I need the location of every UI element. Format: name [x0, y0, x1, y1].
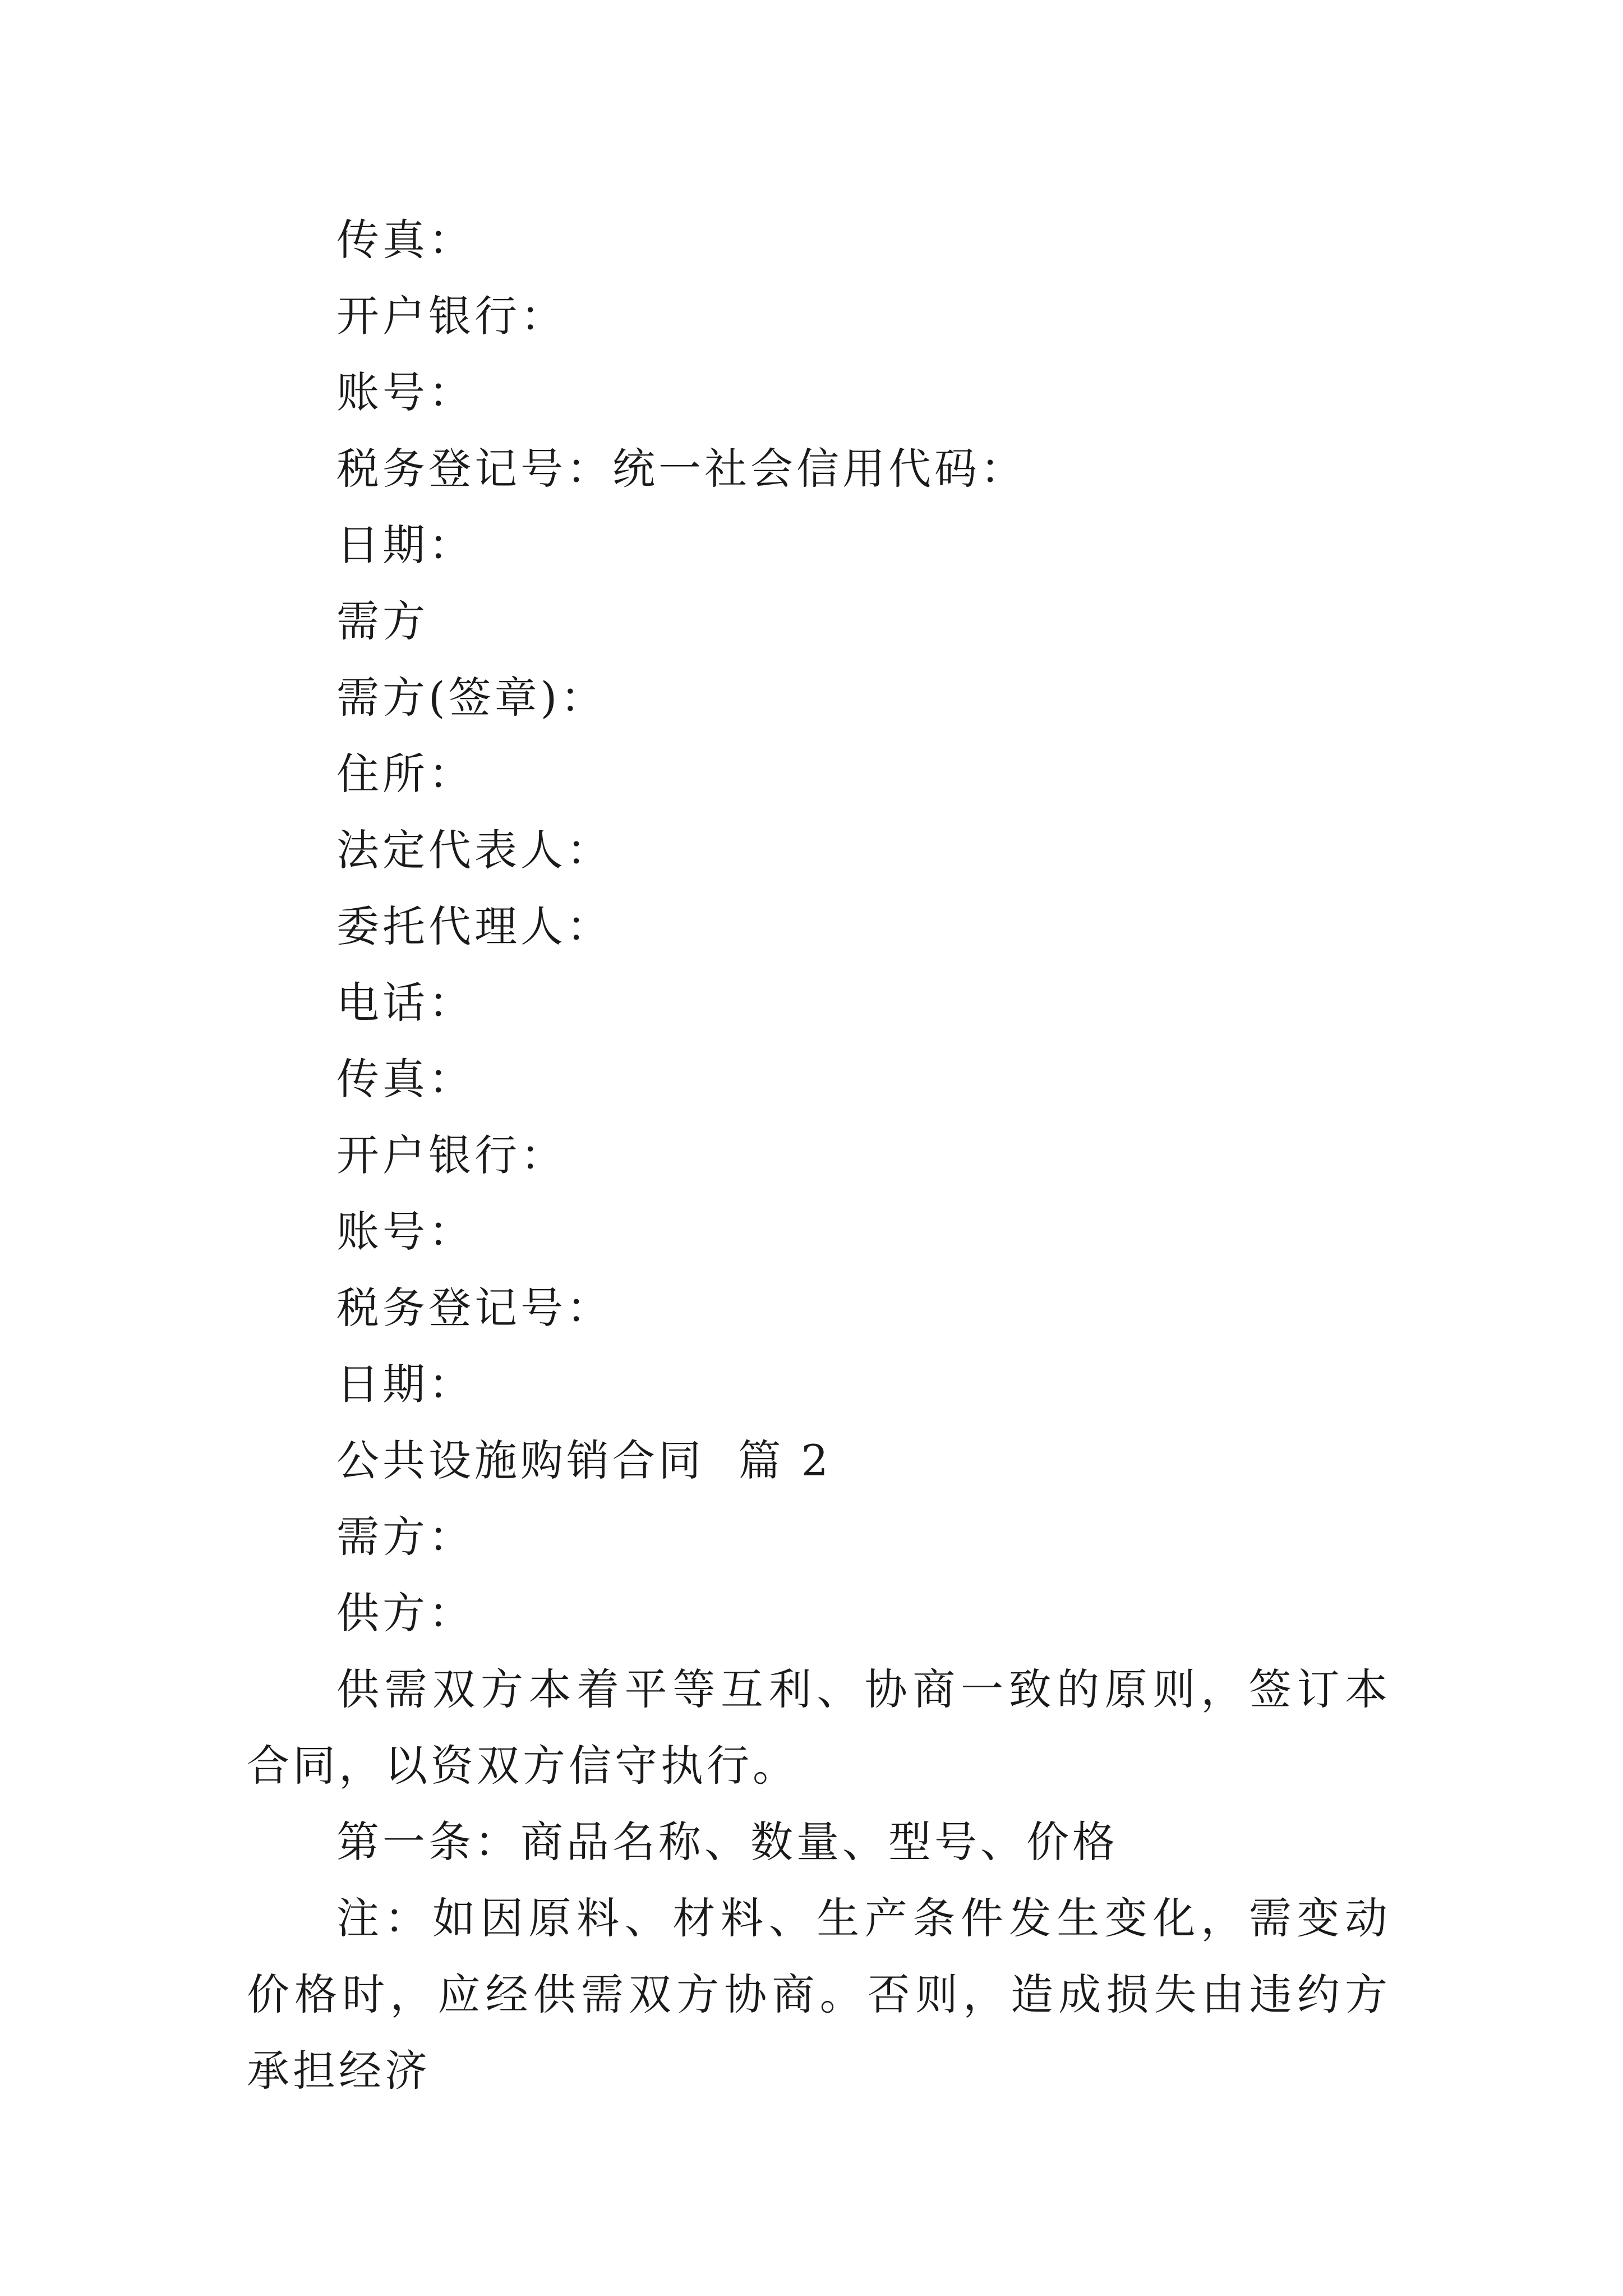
field-tax-id-2: 税务登记号： — [336, 1283, 612, 1333]
field-phone: 电话： — [336, 978, 474, 1028]
field-legal-rep: 法定代表人： — [336, 825, 612, 875]
field-address: 住所： — [336, 749, 474, 799]
field-buyer-seal: 需方(签章)： — [336, 673, 607, 723]
field-account: 账号： — [336, 367, 474, 417]
section-buyer: 需方 — [336, 596, 428, 646]
field-agent: 委托代理人： — [336, 901, 612, 951]
field-account-2: 账号： — [336, 1207, 474, 1257]
field-bank-2: 开户银行： — [336, 1130, 566, 1180]
document-body — [247, 202, 1391, 2109]
field-tax-id: 税务登记号：统一社会信用代码： — [336, 444, 1026, 494]
paragraph-principle: 供需双方本着平等互利、协商一致的原则，签订本合同，以资双方信守执行。 — [247, 1664, 1391, 1791]
article-1-heading: 第一条：商品名称、数量、型号、价格 — [336, 1817, 1118, 1867]
paragraph-price-note: 注：如因原料、材料、生产条件发生变化，需变动价格时，应经供需双方协商。否则，造成损失由违约方承担经济 — [247, 1893, 1391, 2096]
field-supplier: 供方： — [336, 1588, 474, 1638]
field-date-2: 日期： — [336, 1359, 474, 1409]
field-date: 日期： — [336, 520, 474, 570]
field-buyer: 需方： — [336, 1512, 474, 1562]
contract-heading: 公共设施购销合同 篇 2 — [336, 1435, 832, 1485]
field-fax-2: 传真： — [336, 1054, 474, 1104]
field-fax: 传真： — [336, 215, 474, 265]
field-bank: 开户银行： — [336, 291, 566, 341]
